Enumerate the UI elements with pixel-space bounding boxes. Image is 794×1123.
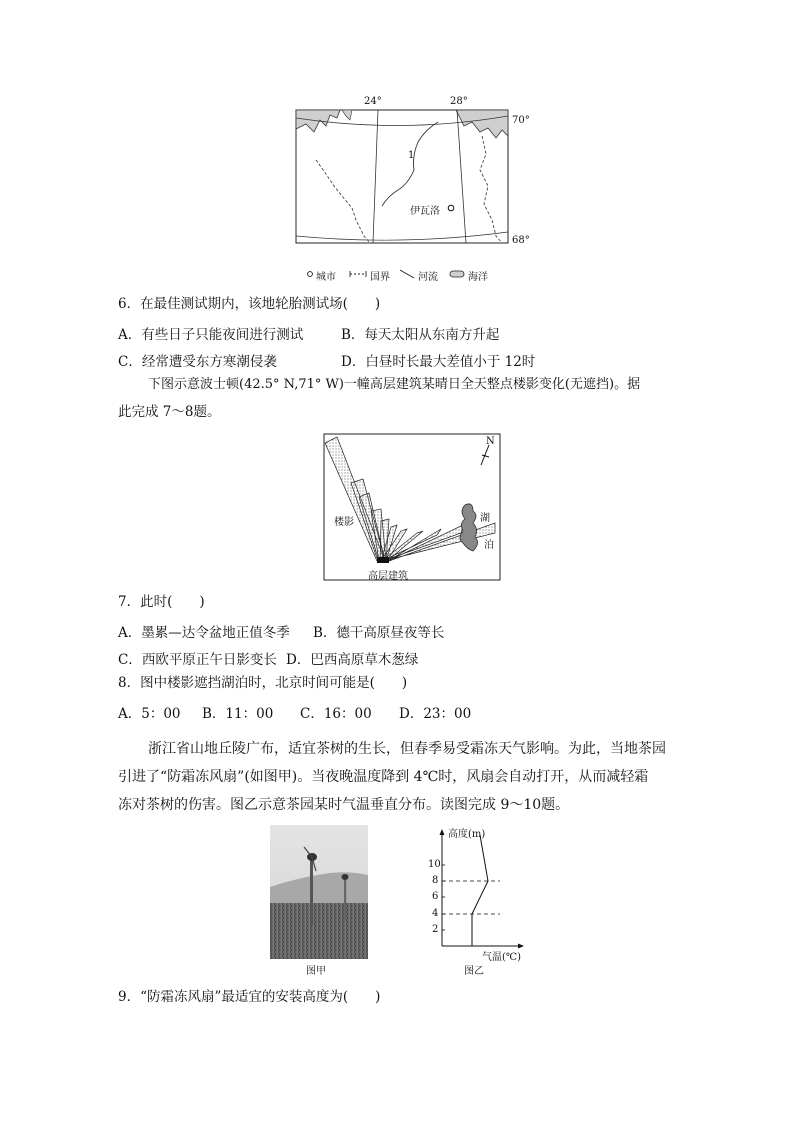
figure-b-tick-6: 6 — [432, 891, 439, 902]
intro910-line2: 引进了“防霜冻风扇”(如图甲)。当夜晚温度降到 4℃时，风扇会自动打开，从而减轻霜 — [118, 769, 649, 785]
shadow-diagram — [323, 433, 501, 581]
q7-option-c: C．西欧平原正午日影变长 — [118, 652, 277, 668]
figure-b — [420, 823, 530, 975]
intro910-line3: 冻对茶树的伤害。图乙示意茶园某时气温垂直分布。读图完成 9～10题。 — [118, 797, 570, 813]
q6-stem: 6．在最佳测试期内，该地轮胎测试场( ) — [118, 296, 381, 312]
q8-stem: 8．图中楼影遮挡湖泊时，北京时间可能是( ) — [118, 675, 408, 691]
legend-ocean: 海洋 — [468, 272, 488, 283]
lake-label-1: 湖 — [480, 513, 490, 524]
map-ivalo-drawing — [290, 96, 532, 284]
figure-b-tick-2: 2 — [432, 924, 439, 935]
map-lat-top: 70° — [512, 115, 530, 126]
north-label: N — [486, 436, 495, 447]
map-lon-left: 24° — [364, 96, 382, 107]
q6-option-d: D．白昼时长最大差值小于 12时 — [341, 354, 536, 370]
q8-option-c: C．16：00 — [300, 706, 372, 722]
figure-b-tick-8: 8 — [432, 875, 439, 886]
map-river-label: 1 — [408, 150, 415, 161]
q8-option-d: D．23：00 — [399, 706, 472, 722]
q8-option-a: A．5：00 — [118, 706, 181, 722]
intro78-line1: 下图示意波士顿(42.5° N,71° W)一幢高层建筑某晴日全天整点楼影变化(无遮挡)。据 — [148, 377, 641, 392]
q6-option-c: C．经常遭受东方寒潮侵袭 — [118, 354, 277, 370]
intro78-line2: 此完成 7～8题。 — [118, 404, 221, 420]
map-lat-bottom: 68° — [512, 235, 530, 246]
legend-river: 河流 — [418, 272, 438, 283]
q6-option-b: B．每天太阳从东南方升起 — [341, 327, 500, 343]
map-ivalo — [290, 96, 532, 284]
q7-option-b: B．德干高原昼夜等长 — [313, 625, 445, 641]
intro910-line1: 浙江省山地丘陵广布，适宜茶树的生长，但春季易受霜冻天气影响。为此，当地茶园 — [148, 741, 666, 757]
figure-b-caption: 图乙 — [464, 966, 484, 977]
map-lon-right: 28° — [450, 96, 468, 107]
fan-photo — [270, 825, 368, 959]
legend-border: 国界 — [370, 272, 390, 283]
figure-a-caption: 图甲 — [306, 966, 326, 977]
q7-option-d: D．巴西高原草木葱绿 — [286, 652, 419, 668]
figure-b-ylabel: 高度(m) — [448, 829, 486, 840]
q6-option-a: A．有些日子只能夜间进行测试 — [118, 327, 304, 343]
figure-b-tick-4: 4 — [432, 908, 439, 919]
shadow-label: 楼影 — [334, 517, 354, 528]
building-label: 高层建筑 — [368, 571, 408, 582]
figure-b-xlabel: 气温(℃) — [482, 952, 521, 963]
q7-stem: 7．此时( ) — [118, 594, 205, 610]
q8-option-b: B．11：00 — [202, 706, 274, 722]
map-city-name: 伊瓦洛 — [410, 206, 440, 217]
shadow-diagram-drawing — [323, 433, 501, 581]
lake-label-2: 泊 — [484, 540, 494, 551]
q7-option-a: A．墨累—达令盆地正值冬季 — [118, 625, 290, 641]
figure-a — [270, 825, 368, 975]
legend-city: 城市 — [316, 272, 336, 283]
figure-b-tick-10: 10 — [428, 859, 441, 870]
q9-stem: 9．“防霜冻风扇”最适宜的安装高度为( ) — [118, 989, 381, 1005]
